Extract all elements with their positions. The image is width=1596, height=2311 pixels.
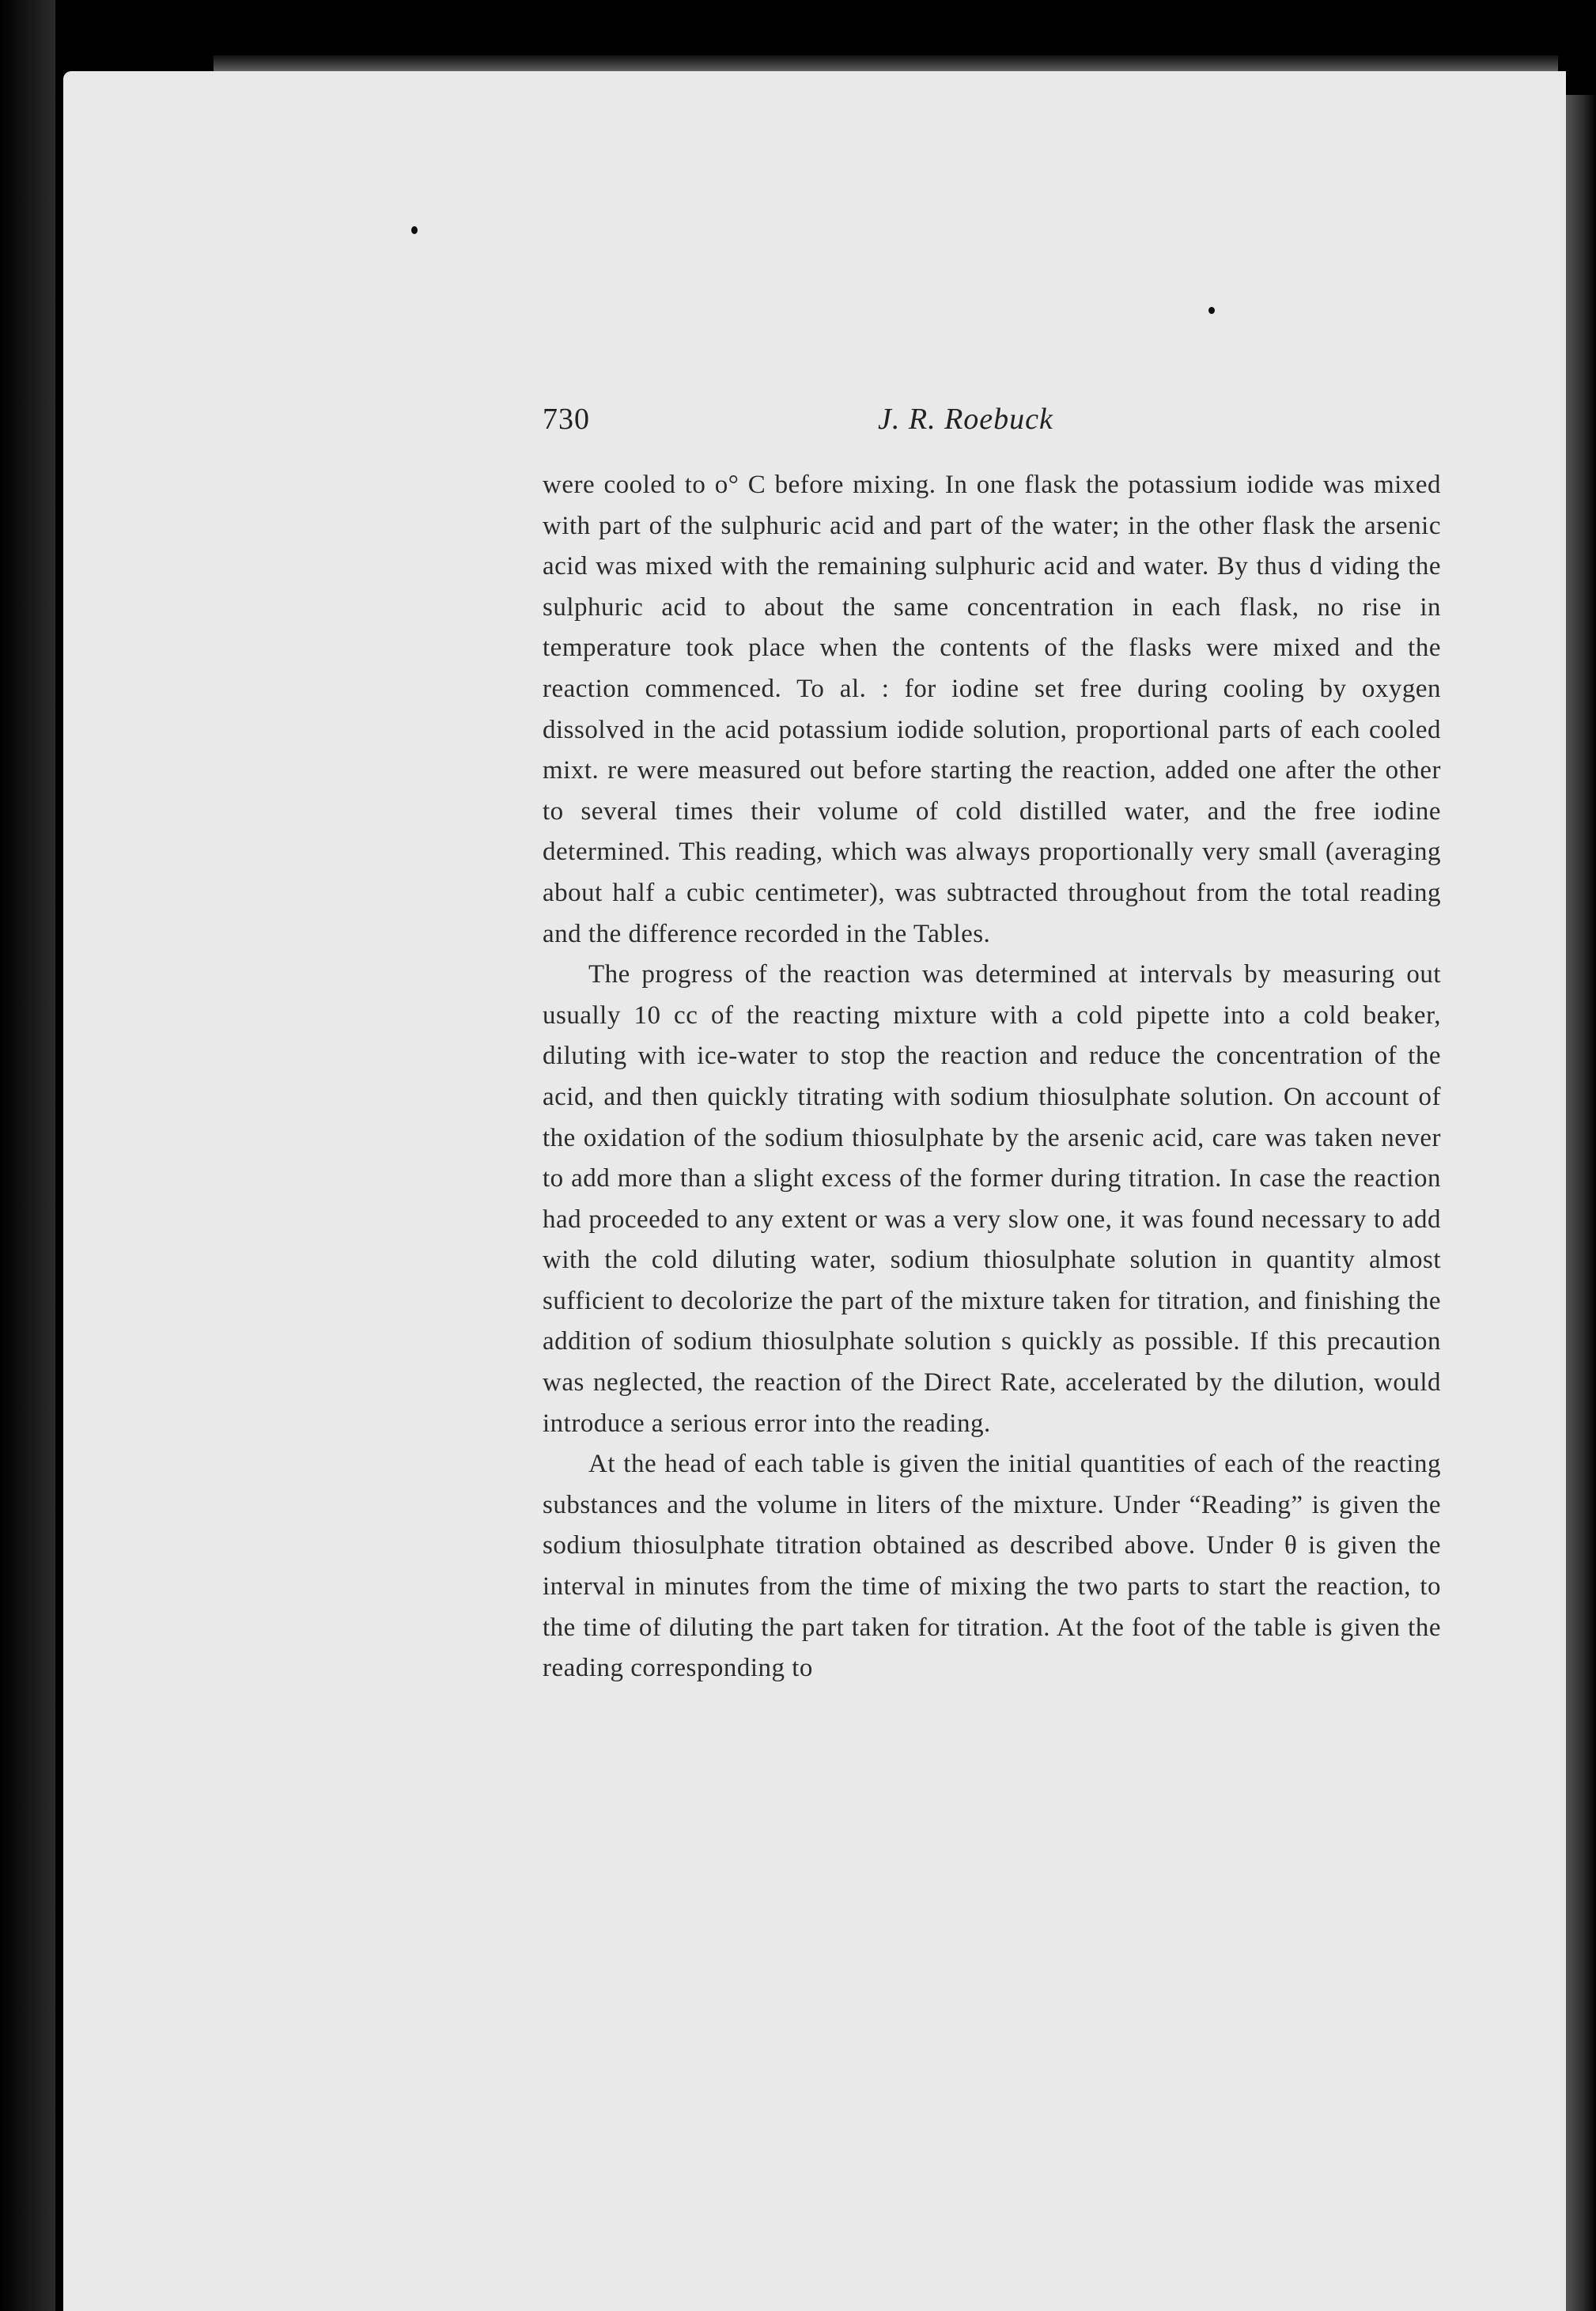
film-frame-right-edge <box>1564 95 1596 2311</box>
scan-speck <box>411 226 418 234</box>
running-head: J. R. Roebuck <box>878 403 1053 436</box>
paragraph-2: The progress of the reaction was determined at intervals by measuring out usually 10 cc of the reacting mixture with a cold pipette into a cold beaker, diluting with ice-water to stop the reaction and reduce the concentration of the acid, and then quickly titrating with sodium thiosulphate solution. On account of the oxidation of the sodium thiosulphate by the arsenic acid, care was taken never to add more than a slight excess of the former during titration. In case the reaction had proceeded to any extent or was a very slow one, it was found necessary to add with the cold diluting water, sodium thiosulphate solution in quantity almost sufficient to decolorize the part of the mixture taken for titration, and finishing the addition of sodium thiosulphate solution s quickly as possible. If this precaution was neglected, the reaction of the Direct Rate, accelerated by the dilution, would introduce a serious error into the reading. <box>543 960 1441 1438</box>
paragraph-1: were cooled to o° C before mixing. In one flask the potassium iodide was mixed with part of the sulphuric acid and part of the water; in the other flask the arsenic acid was mixed with the remaining sulphuric acid and water. By thus d viding the sulphuric acid to about the same concentration in each flask, no rise in temperature took place when the contents of the flasks were mixed and the reaction commenced. To al. : for iodine set free during cooling by oxygen dissolved in the acid potassium iodide solution, proportional parts of each cooled mixt. re were measured out before starting the reaction, added one after the other to several times their volume of cold distilled water, and the free iodine determined. This reading, which was always proportionally very small (averaging about half a cubic centimeter), was subtracted throughout from the total reading and the difference recorded in the Tables. <box>543 471 1441 948</box>
scan-speck <box>1208 307 1215 314</box>
body-text <box>543 465 1441 1689</box>
page-number: 730 <box>543 403 590 436</box>
page-header <box>543 402 1444 440</box>
film-frame-left-edge <box>0 0 55 2311</box>
paragraph-3: At the head of each table is given the initial quantities of each of the reacting substances and the volume in liters of the mixture. Under “Reading” is given the sodium thiosulphate titration obtained as described above. Under θ is given the interval in minutes from the time of mixing the two parts to start the reaction, to the time of diluting the part taken for titration. At the foot of the table is given the reading corresponding to <box>543 1450 1441 1683</box>
